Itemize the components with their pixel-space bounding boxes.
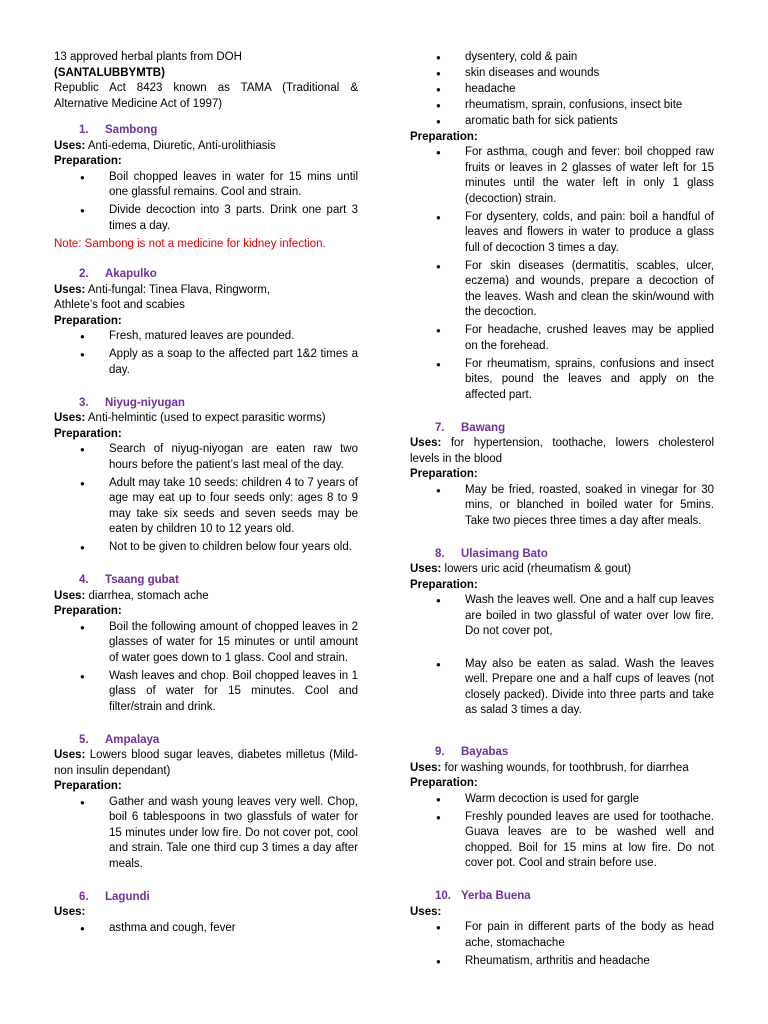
list-item: ● dysentery, cold & pain	[410, 50, 714, 66]
preparation-list-akapulko	[54, 329, 358, 378]
left-column	[54, 50, 358, 939]
uses-list-lagundi-part1	[54, 921, 358, 937]
preparation-list-ulasimang-bato	[410, 593, 714, 719]
preparation-list-sambong	[54, 170, 358, 235]
uses-akapulko: Uses: Anti-fungal: Tinea Flava, Ringworm,	[54, 283, 271, 296]
plant-heading-sambong: 1. Sambong	[79, 124, 158, 136]
plant-heading-bawang: 7. Bawang	[435, 421, 506, 434]
list-item: ● Gather and wash young leaves very well. Chop, boil 6 tablespoons in two glassfuls of water for 15 minutes under low fire. Do not cover pot, cool and strain. Tale one third cup 3 times a day after meals.	[54, 795, 358, 873]
mnemonic: (SANTALUBBYMTB)	[54, 66, 165, 79]
preparation-label: Preparation:	[54, 605, 122, 617]
uses-label-yerba-buena: Uses:	[410, 905, 442, 918]
preparation-label: Preparation:	[54, 427, 122, 440]
uses-list-yerba-buena	[410, 920, 714, 969]
list-item: ● Search of niyug-niyogan are eaten raw two hours before the patient’s last meal of the day.	[54, 442, 358, 473]
list-item: ● Fresh, matured leaves are pounded.	[54, 329, 358, 345]
preparation-list-niyug-niyugan	[54, 442, 358, 556]
list-item: ● Rheumatism, arthritis and headache	[410, 954, 714, 970]
uses-ampalaya: Uses: Lowers blood sugar leaves, diabetes milletus (Mild-non insulin dependant)	[54, 749, 358, 777]
uses-label-lagundi: Uses:	[54, 906, 86, 918]
list-item: ● headache	[410, 82, 714, 98]
uses-niyug-niyugan: Uses: Anti-helmintic (used to expect parasitic worms)	[54, 412, 326, 424]
preparation-list-ampalaya	[54, 795, 358, 873]
uses-bayabas: Uses: for washing wounds, for toothbrush, for diarrhea	[410, 761, 689, 774]
preparation-label: Preparation:	[54, 780, 122, 792]
list-item: ● For headache, crushed leaves may be applied on the forehead.	[410, 323, 714, 354]
list-item: ● Adult may take 10 seeds: children 4 to 7 years of age may eat up to four seeds only: ages 8 to 9 may take six seeds and seven seeds may be eaten by children 10 to 12 years old.	[54, 476, 358, 538]
preparation-label: Preparation:	[410, 468, 478, 480]
preparation-label: Preparation:	[54, 155, 122, 167]
list-item: ● For asthma, cough and fever: boil chopped raw fruits or leaves in 2 glasses of water left for 15 minutes until the water left in only 1 glass (decoction) strain.	[410, 145, 714, 207]
preparation-list-bayabas	[410, 792, 714, 872]
list-item: ● Apply as a soap to the affected part 1&2 times a day.	[54, 347, 358, 378]
list-item: ● For rheumatism, sprains, confusions and insect bites, pound the leaves and apply on the affected part.	[410, 357, 714, 404]
list-item: ● Boil chopped leaves in water for 15 mins until one glassful remains. Cool and strain.	[54, 170, 358, 201]
plant-heading-yerba-buena: 10. Yerba Buena	[435, 890, 531, 902]
list-item: ● rheumatism, sprain, confusions, insect bite	[410, 98, 714, 114]
list-item: ● Wash leaves and chop. Boil chopped leaves in 1 glass of water for 15 minutes. Cool and filter/strain and drink.	[54, 669, 358, 716]
preparation-list-lagundi	[410, 145, 714, 403]
preparation-list-bawang	[410, 483, 714, 530]
list-item: ● For dysentery, colds, and pain: boil a handful of leaves and flowers in water to produce a glass full of decoction 3 times a day.	[410, 210, 714, 257]
preparation-label: Preparation:	[410, 130, 478, 143]
uses-list-lagundi-part2	[410, 50, 714, 130]
preparation-label: Preparation:	[410, 578, 478, 591]
list-item: ● May be fried, roasted, soaked in vinegar for 30 mins, or blanched in boiled water for 5mins. Take two pieces three times a day after meals.	[410, 483, 714, 530]
list-item: ● skin diseases and wounds	[410, 66, 714, 82]
list-item: ● For skin diseases (dermatitis, scables, ulcer, eczema) and wounds, prepare a decoction of the leaves. Wash and clean the skin/wound with the decoction.	[410, 259, 714, 321]
plant-heading-lagundi: 6. Lagundi	[79, 890, 150, 903]
plant-heading-bayabas: 9. Bayabas	[435, 746, 509, 758]
uses-sambong: Uses: Anti-edema, Diuretic, Anti-urolithiasis	[54, 139, 276, 152]
list-item: ● Wash the leaves well. One and a half cup leaves are boiled in two glassful of water over low fire. Do not cover pot,	[410, 593, 714, 640]
republic-act-line: Republic Act 8423 known as TAMA (Traditional & Alternative Medicine Act of 1997)	[54, 82, 358, 110]
plant-heading-tsaang-gubat: 4. Tsaang gubat	[79, 574, 179, 586]
plant-heading-ampalaya: 5. Ampalaya	[79, 733, 160, 746]
plant-heading-niyug-niyugan: 3. Niyug-niyugan	[79, 396, 185, 409]
preparation-label: Preparation:	[410, 777, 478, 789]
uses-bawang: Uses: for hypertension, toothache, lowers cholesterol levels in the blood	[410, 437, 714, 465]
list-item: ● For pain in different parts of the body as head ache, stomachache	[410, 920, 714, 951]
plant-heading-ulasimang-bato: 8. Ulasimang Bato	[435, 547, 548, 560]
list-item: ● Warm decoction is used for gargle	[410, 792, 714, 808]
plant-heading-akapulko: 2. Akapulko	[79, 268, 157, 280]
uses-tsaang-gubat: Uses: diarrhea, stomach ache	[54, 589, 209, 602]
uses-akapulko-extra: Athlete’s foot and scabies	[54, 299, 185, 311]
doc-intro-line: 13 approved herbal plants from DOH	[54, 51, 242, 63]
list-item: ● Not to be given to children below four years old.	[54, 540, 358, 556]
list-item: ● May also be eaten as salad. Wash the leaves well. Prepare one and a half cups of leaves (not closely packed). Divide into three parts and take as salad 3 times a day.	[410, 657, 714, 719]
preparation-label: Preparation:	[54, 314, 122, 327]
list-item: ● Boil the following amount of chopped leaves in 2 glasses of water for 15 minutes or until amount of water goes down to 1 glass. Cool and strain.	[54, 620, 358, 667]
list-item: ● Divide decoction into 3 parts. Drink one part 3 times a day.	[54, 203, 358, 234]
right-column	[410, 50, 714, 972]
preparation-list-tsaang-gubat	[54, 620, 358, 716]
uses-ulasimang-bato: Uses: lowers uric acid (rheumatism & gout)	[410, 563, 632, 575]
list-item: ● aromatic bath for sick patients	[410, 114, 714, 130]
list-item: ● Freshly pounded leaves are used for toothache. Guava leaves are to be washed well and chopped. Boil for 15 mins at low fire. Do not cover pot. Cool and strain before use.	[410, 810, 714, 872]
note-sambong: Note: Sambong is not a medicine for kidney infection.	[54, 237, 326, 250]
list-item: ● asthma and cough, fever	[54, 921, 358, 937]
